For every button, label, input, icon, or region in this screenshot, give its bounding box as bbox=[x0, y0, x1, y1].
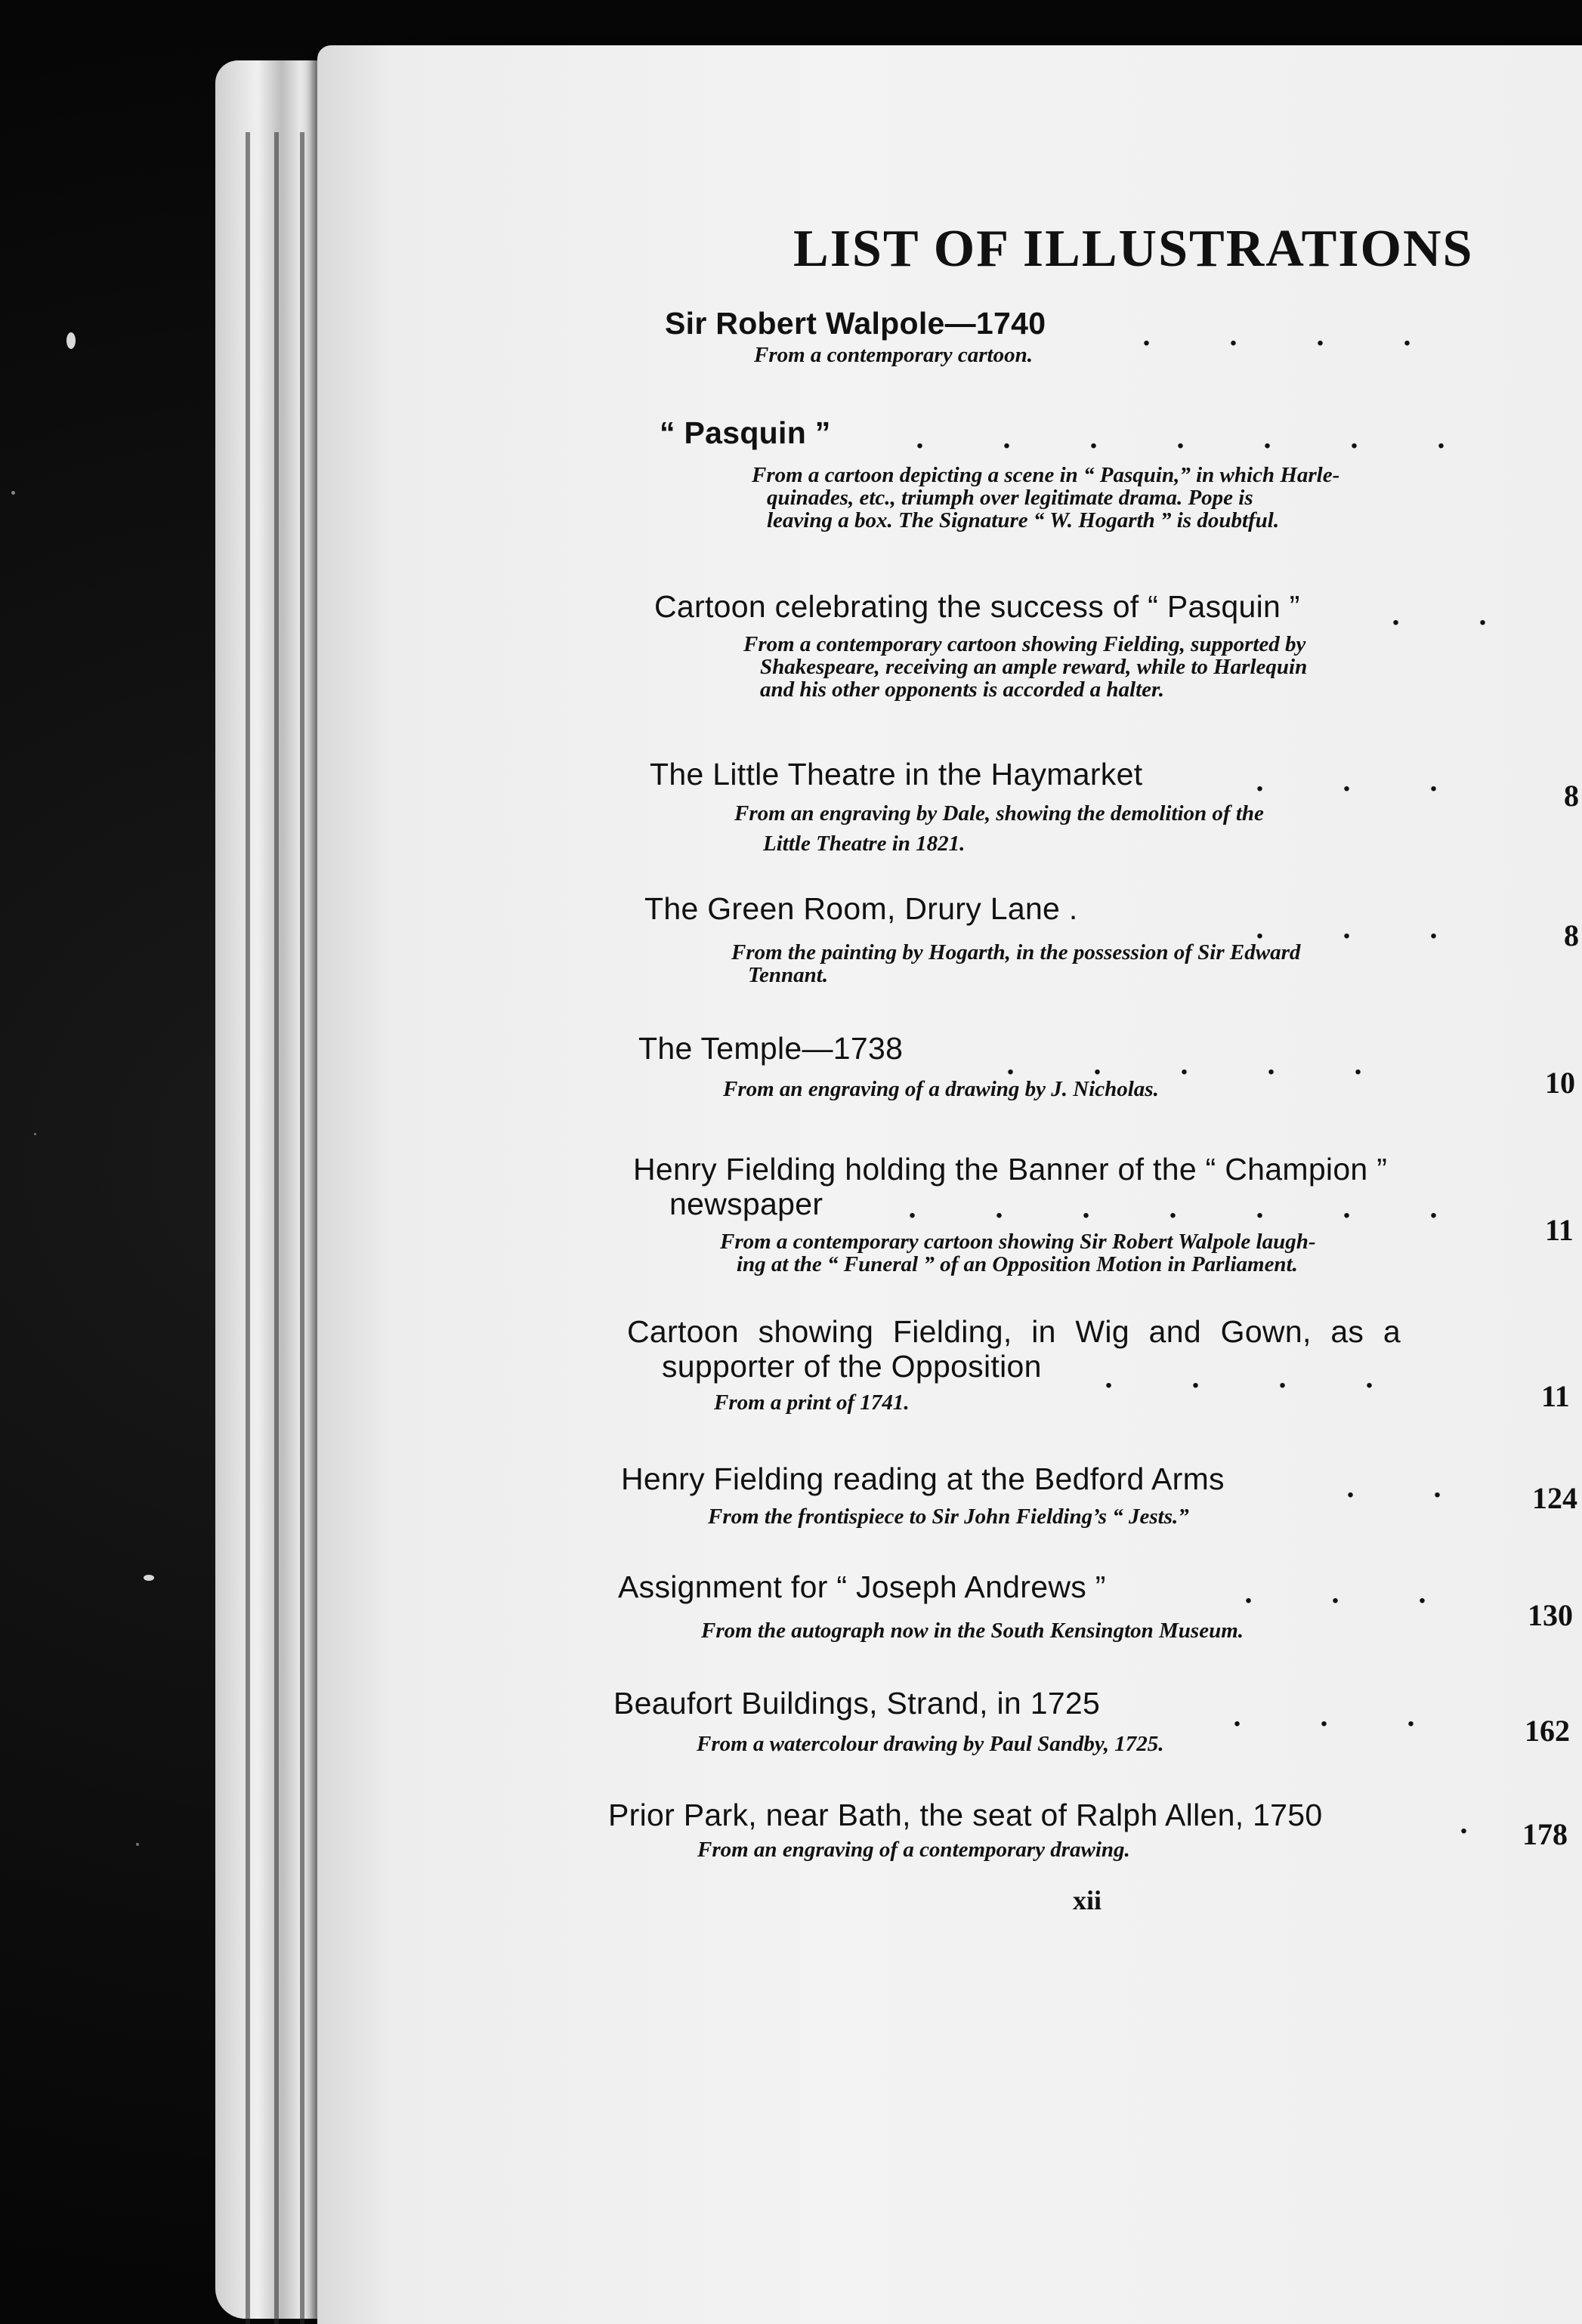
entry-caption: From the painting by Hogarth, in the possession of Sir Edward bbox=[731, 940, 1301, 964]
page-number: 11 bbox=[1541, 1379, 1570, 1413]
leader-dots: . . . . . . . bbox=[908, 1190, 1438, 1224]
leader-dots: . . . . bbox=[1142, 318, 1411, 352]
entry-caption: From a contemporary cartoon showing Fielding, supported by bbox=[743, 632, 1306, 656]
entry-caption: Shakespeare, receiving an ample reward, while to Harlequin bbox=[760, 655, 1308, 679]
leader-dots: . . bbox=[1346, 1470, 1441, 1504]
entry-title: The Temple—1738 bbox=[638, 1031, 904, 1066]
page-folio: xii bbox=[1073, 1885, 1102, 1915]
page-number: 8 bbox=[1564, 779, 1579, 813]
illustration-entry bbox=[618, 1569, 1244, 1642]
entry-title: Beaufort Buildings, Strand, in 1725 bbox=[613, 1686, 1101, 1721]
entry-title: Henry Fielding reading at the Bedford Arms bbox=[621, 1461, 1225, 1496]
entry-title: Assignment for “ Joseph Andrews ” bbox=[618, 1569, 1106, 1604]
entry-caption: From the autograph now in the South Kensington Museum. bbox=[701, 1619, 1244, 1643]
page-edge-line bbox=[274, 132, 279, 2324]
leader-dots: . . bbox=[1392, 597, 1487, 631]
dust-speck bbox=[144, 1575, 154, 1581]
page-number: 124 bbox=[1532, 1481, 1577, 1515]
illustration-entry bbox=[644, 891, 1300, 986]
leader-dots: . . . . bbox=[1105, 1360, 1373, 1394]
illustration-entry bbox=[621, 1461, 1225, 1528]
leader-dots: . bbox=[1460, 1806, 1468, 1840]
dust-speck bbox=[34, 1133, 36, 1135]
entry-caption: Tennant. bbox=[748, 963, 829, 987]
entry-title: Sir Robert Walpole—1740 bbox=[665, 306, 1046, 341]
leader-dots: . . . . . bbox=[1006, 1047, 1362, 1081]
illustration-entry bbox=[665, 306, 1046, 366]
entry-title-continued: supporter of the Opposition bbox=[662, 1349, 1042, 1384]
entry-caption: From a watercolour drawing by Paul Sandby, 1725. bbox=[697, 1732, 1164, 1756]
entry-title: The Green Room, Drury Lane . bbox=[644, 891, 1078, 926]
illustration-entry bbox=[650, 757, 1264, 855]
page-number: 8 bbox=[1564, 918, 1579, 952]
entry-title: The Little Theatre in the Haymarket bbox=[650, 757, 1143, 792]
dust-speck bbox=[11, 491, 15, 495]
entry-title: Cartoon celebrating the success of “ Pasquin ” bbox=[654, 589, 1300, 624]
entry-caption: From a contemporary cartoon. bbox=[754, 343, 1033, 367]
entry-caption: From the frontispiece to Sir John Fielding’s “ Jests.” bbox=[708, 1505, 1189, 1529]
entry-title: Henry Fielding holding the Banner of the “ Champion ” bbox=[633, 1152, 1388, 1187]
entry-caption: From an engraving of a drawing by J. Nicholas. bbox=[723, 1077, 1159, 1101]
entry-caption: From an engraving by Dale, showing the demolition of the bbox=[734, 801, 1264, 826]
page-number: 162 bbox=[1525, 1714, 1570, 1748]
illustration-entry bbox=[608, 1798, 1323, 1861]
page-edge-line bbox=[246, 132, 250, 2324]
leader-dots: . . . bbox=[1233, 1699, 1415, 1733]
entry-title: “ Pasquin ” bbox=[660, 415, 831, 450]
dust-speck bbox=[136, 1843, 139, 1846]
illustration-entry bbox=[613, 1686, 1163, 1755]
page-number: 10 bbox=[1545, 1066, 1575, 1100]
leader-dots: . . . . . . . bbox=[916, 421, 1445, 455]
leader-dots: . . . bbox=[1256, 764, 1438, 798]
entry-caption: From a contemporary cartoon showing Sir Robert Walpole laugh- bbox=[720, 1230, 1316, 1254]
dust-speck bbox=[66, 332, 76, 349]
page-edge-line bbox=[300, 132, 304, 2324]
page-number: 11 bbox=[1545, 1213, 1574, 1247]
entry-caption: From a print of 1741. bbox=[714, 1390, 910, 1415]
page-number: 178 bbox=[1522, 1817, 1568, 1851]
page-title: LIST OF ILLUSTRATIONS bbox=[793, 220, 1474, 278]
entry-caption: ing at the “ Funeral ” of an Opposition Motion in Parliament. bbox=[737, 1252, 1298, 1276]
leader-dots: . . . bbox=[1256, 911, 1438, 945]
entry-title: Cartoon showing Fielding, in Wig and Gown, as a bbox=[627, 1314, 1401, 1349]
entry-caption: quinades, etc., triumph over legitimate drama. Pope is bbox=[767, 486, 1253, 510]
illustration-entry bbox=[654, 589, 1307, 701]
leader-dots: . . . bbox=[1244, 1576, 1426, 1610]
entry-caption: and his other opponents is accorded a halter. bbox=[760, 677, 1164, 702]
page-number: 130 bbox=[1528, 1598, 1573, 1632]
entry-caption: leaving a box. The Signature “ W. Hogarth ” is doubtful. bbox=[767, 508, 1280, 532]
entry-caption: Little Theatre in 1821. bbox=[763, 832, 966, 856]
entry-caption: From a cartoon depicting a scene in “ Pasquin,” in which Harle- bbox=[752, 463, 1340, 487]
entry-caption: From an engraving of a contemporary drawing. bbox=[697, 1838, 1130, 1862]
entry-title-continued: newspaper bbox=[669, 1187, 823, 1221]
entry-title: Prior Park, near Bath, the seat of Ralph Allen, 1750 bbox=[608, 1798, 1323, 1832]
